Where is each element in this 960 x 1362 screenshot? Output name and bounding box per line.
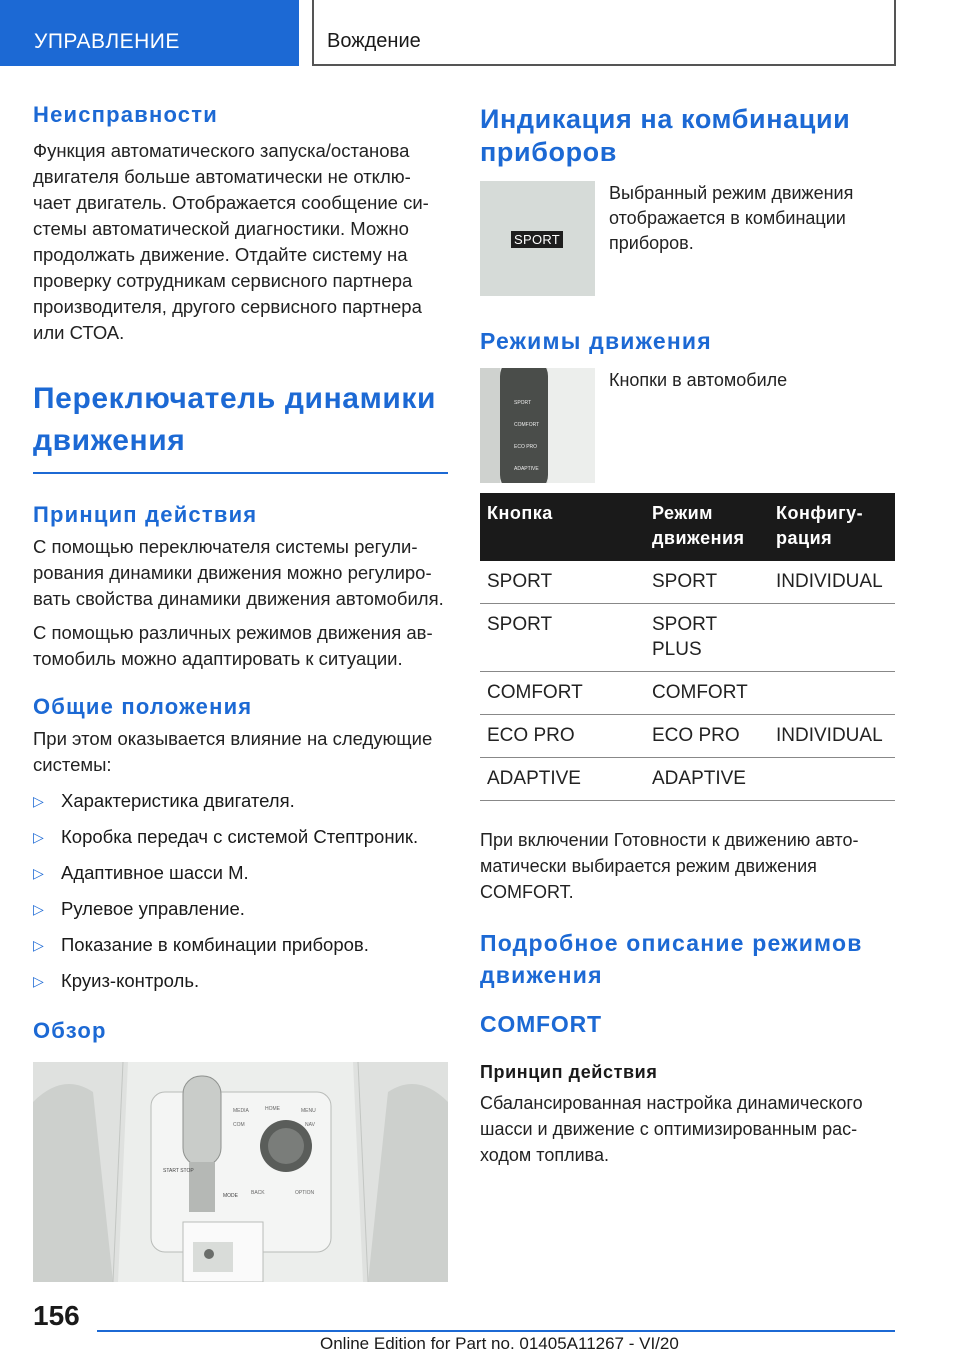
- comfort-text: Сбалансированная настройка динамического шасси и движение с оптимизированным рас-ходом топлива.: [480, 1093, 863, 1165]
- list-item: ▷ Рулевое управление.: [33, 896, 448, 922]
- console-label: START STOP: [163, 1168, 194, 1174]
- modes-row: [480, 368, 895, 483]
- list-item: ▷ Показание в комбинации приборов.: [33, 932, 448, 958]
- table-cell: SPORT: [480, 604, 645, 672]
- table-cell: ECO PRO: [645, 715, 769, 758]
- table-cell: ADAPTIVE: [480, 758, 645, 801]
- principle-text-2: С помощью различных режимов движения ав-томобиль можно адаптировать к ситуации.: [33, 622, 433, 669]
- chapter-tab: Вождение: [312, 0, 896, 66]
- table-cell: INDIVIDUAL: [769, 561, 895, 604]
- center-console-image: [33, 1062, 448, 1282]
- mode-button-label: ADAPTIVE: [514, 466, 539, 472]
- table-cell: SPORT PLUS: [645, 604, 769, 672]
- display-row: [480, 181, 895, 296]
- console-label: BACK: [251, 1190, 265, 1196]
- table-header-cell: Режим движения: [645, 493, 769, 561]
- table-cell: [769, 604, 895, 672]
- switch-heading: Переключатель динамики движения: [33, 382, 437, 457]
- table-row: [480, 672, 895, 715]
- table-cell: COMFORT: [645, 672, 769, 715]
- comfort-principle-heading: Принцип действия: [480, 1062, 658, 1082]
- triangle-bullet-icon: ▷: [33, 829, 44, 845]
- triangle-bullet-icon: ▷: [33, 793, 44, 809]
- mode-button-label: SPORT: [514, 400, 532, 406]
- right-column: [480, 100, 895, 1168]
- table-header-cell: Конфигу-рация: [769, 493, 895, 561]
- modes-table: [480, 493, 895, 801]
- instrument-cluster-image: [480, 181, 595, 296]
- section-tab: УПРАВЛЕНИЕ: [0, 0, 299, 66]
- triangle-bullet-icon: ▷: [33, 865, 44, 881]
- footer-rule: [97, 1330, 895, 1332]
- table-header-row: [480, 493, 895, 561]
- modes-heading: Режимы движения: [480, 328, 712, 354]
- console-label: COM: [233, 1122, 245, 1128]
- console-label: NAV: [305, 1122, 315, 1128]
- table-cell: ADAPTIVE: [645, 758, 769, 801]
- general-text: При этом оказывается влияние на следующие системы:: [33, 728, 433, 775]
- mode-button-label: COMFORT: [514, 422, 540, 428]
- principle-text-1: С помощью переключателя системы регули-рования динамики движения можно регулиро-вать свойства динамики движения автомобиля.: [33, 536, 444, 609]
- systems-list: [33, 788, 448, 994]
- table-cell: SPORT: [645, 561, 769, 604]
- default-mode-text: При включении Готовности к движению авто-матически выбирается режим движения COMFORT.: [480, 830, 859, 902]
- left-column: [33, 100, 448, 1282]
- general-heading: Общие положения: [33, 694, 253, 719]
- triangle-bullet-icon: ▷: [33, 973, 44, 989]
- console-label: OPTION: [295, 1190, 315, 1196]
- principle-heading: Принцип действия: [33, 502, 258, 527]
- table-row: [480, 604, 895, 672]
- table-cell: SPORT: [480, 561, 645, 604]
- display-heading: Индикация на комбинации приборов: [480, 104, 851, 167]
- display-text: Выбранный режим движения отображается в комбинации приборов.: [609, 183, 854, 253]
- table-cell: [769, 758, 895, 801]
- console-label: MODE: [223, 1193, 238, 1199]
- overview-heading: Обзор: [33, 1018, 107, 1043]
- modes-caption: Кнопки в автомобиле: [609, 370, 788, 390]
- faults-text: Функция автоматического запуска/останова двигателя больше автоматически не отклю-чает двигатель. Отображается сообщение си-стемы автоматической диагностики. Можно продолжать движение. Отдайте систему на проверку сотрудникам сервисного партнера производителя, другого сервисного партнера или СТОА.: [33, 140, 429, 343]
- list-item: ▷ Коробка передач с системой Стептроник.: [33, 824, 448, 850]
- heading-rule: [33, 472, 448, 474]
- console-label: MEDIA: [233, 1108, 249, 1114]
- list-item: ▷ Характеристика двигателя.: [33, 788, 448, 814]
- console-label: HOME: [265, 1106, 280, 1112]
- edition-text: Online Edition for Part no. 01405A11267 - VI/20: [320, 1334, 679, 1353]
- table-cell: COMFORT: [480, 672, 645, 715]
- table-cell: INDIVIDUAL: [769, 715, 895, 758]
- comfort-heading: COMFORT: [480, 1011, 602, 1037]
- list-item: ▷ Круиз-контроль.: [33, 968, 448, 994]
- detail-heading: Подробное описание режимов движения: [480, 930, 863, 988]
- table-cell: ECO PRO: [480, 715, 645, 758]
- table-row: [480, 715, 895, 758]
- sport-display-badge: SPORT: [511, 231, 563, 248]
- table-row: [480, 758, 895, 801]
- triangle-bullet-icon: ▷: [33, 937, 44, 953]
- table-row: [480, 561, 895, 604]
- triangle-bullet-icon: ▷: [33, 901, 44, 917]
- mode-buttons-image: [480, 368, 595, 483]
- table-header-cell: Кнопка: [480, 493, 645, 561]
- list-item: ▷ Адаптивное шасси M.: [33, 860, 448, 886]
- page-number: 156: [33, 1300, 80, 1331]
- table-cell: [769, 672, 895, 715]
- center-console-illustration: [33, 1062, 448, 1282]
- faults-heading: Неисправности: [33, 102, 218, 127]
- mode-button-label: ECO PRO: [514, 444, 538, 450]
- console-label: MENU: [301, 1108, 316, 1114]
